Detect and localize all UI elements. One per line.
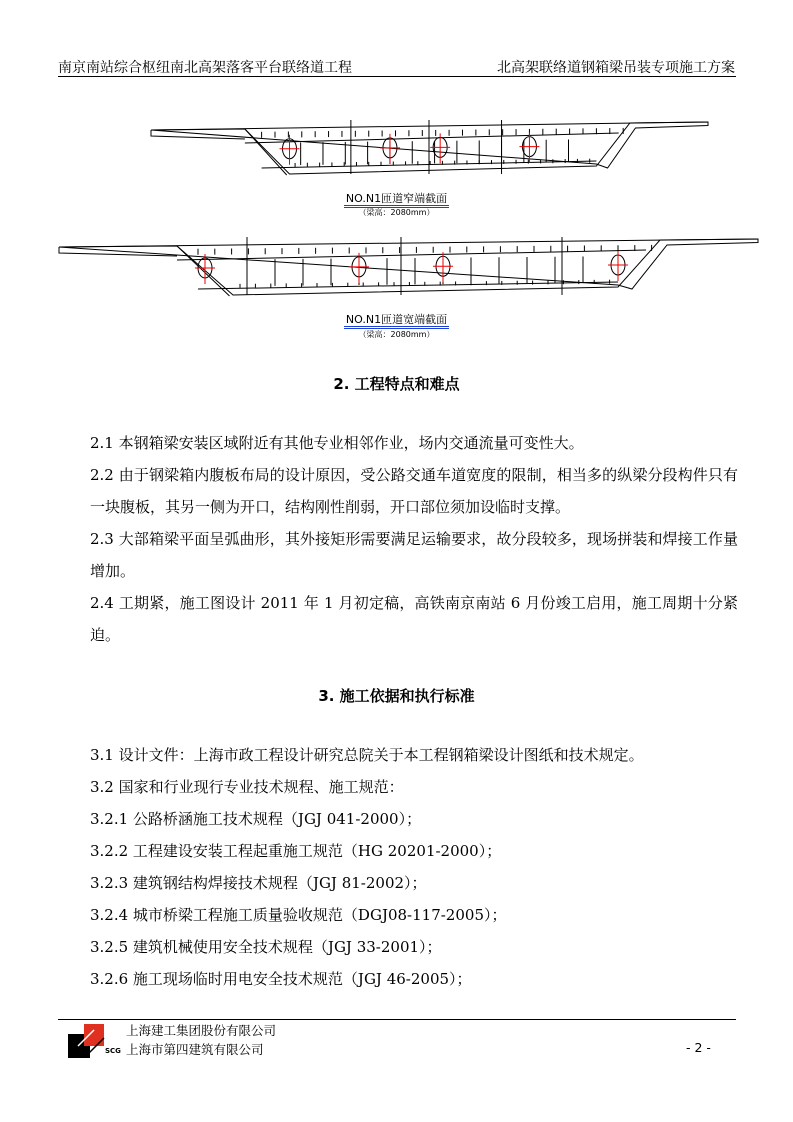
paragraph: 2.4 工期紧，施工图设计 2011 年 1 月初定稿，高铁南京南站 6 月份竣工启用，施工周期十分紧迫。: [90, 594, 738, 644]
list-item: 3.2.4 城市桥梁工程施工质量验收规范（DGJ08-117-2005）；: [90, 906, 507, 924]
section2-body: [58, 427, 738, 651]
girder-outline: [59, 239, 758, 295]
list-item: 3.2 国家和行业现行专业技术规程、施工规范：: [90, 778, 404, 796]
figure2-subtitle: （梁高：2080mm）: [358, 330, 435, 339]
section3-heading: 3. 施工依据和执行标准: [318, 687, 475, 705]
paragraph: 2.1 本钢箱梁安装区域附近有其他专业相邻作业，场内交通流量可变性大。: [90, 434, 584, 452]
figure1-caption: [0, 190, 793, 206]
page-number: - 2 -: [686, 1040, 711, 1055]
figure1-subtitle: （梁高：2080mm）: [358, 208, 435, 217]
figure2-title: NO.N1匝道宽端截面: [344, 313, 449, 329]
wide-end-section-drawing: [58, 235, 760, 303]
header-divider: [58, 76, 736, 77]
list-item: 3.2.3 建筑钢结构焊接技术规程（JGJ 81-2002）；: [90, 874, 427, 892]
figure2-caption: [0, 311, 793, 327]
scg-logo-icon: [68, 1024, 108, 1058]
header-left: 南京南站综合枢纽南北高架落客平台联络道工程: [58, 60, 352, 76]
section2-heading: 2. 工程特点和难点: [333, 375, 460, 393]
list-item: 3.2.5 建筑机械使用安全技术规程（JGJ 33-2001）；: [90, 938, 442, 956]
footer-company1: 上海建工集团股份有限公司: [126, 1023, 277, 1038]
footer-divider: [58, 1019, 736, 1020]
footer-company2: 上海市第四建筑有限公司: [126, 1042, 264, 1057]
list-item: 3.2.6 施工现场临时用电安全技术规范（JGJ 46-2005）；: [90, 970, 472, 988]
figure1-title: NO.N1匝道窄端截面: [344, 192, 449, 208]
section3-body: [58, 739, 738, 995]
list-item: 3.1 设计文件：上海市政工程设计研究总院关于本工程钢箱梁设计图纸和技术规定。: [90, 746, 644, 764]
header-right: 北高架联络道钢箱梁吊装专项施工方案: [497, 60, 735, 76]
list-item: 3.2.2 工程建设安装工程起重施工规范（HG 20201-2000）；: [90, 842, 502, 860]
paragraph: 2.2 由于钢梁箱内腹板布局的设计原因，受公路交通车道宽度的限制，相当多的纵梁分段构件只有一块腹板，其另一侧为开口，结构刚性削弱，开口部位须加设临时支撑。: [90, 466, 738, 516]
narrow-end-section-drawing: [150, 118, 710, 183]
list-item: 3.2.1 公路桥涵施工技术规程（JGJ 041-2000）；: [90, 810, 422, 828]
inner-top-line: [245, 133, 619, 143]
scg-logo-text: SCG: [105, 1047, 121, 1055]
top-plate: [59, 239, 758, 247]
paragraph: 2.3 大部箱梁平面呈弧曲形，其外接矩形需要满足运输要求，故分段较多，现场拼装和焊接工作量增加。: [90, 530, 738, 580]
